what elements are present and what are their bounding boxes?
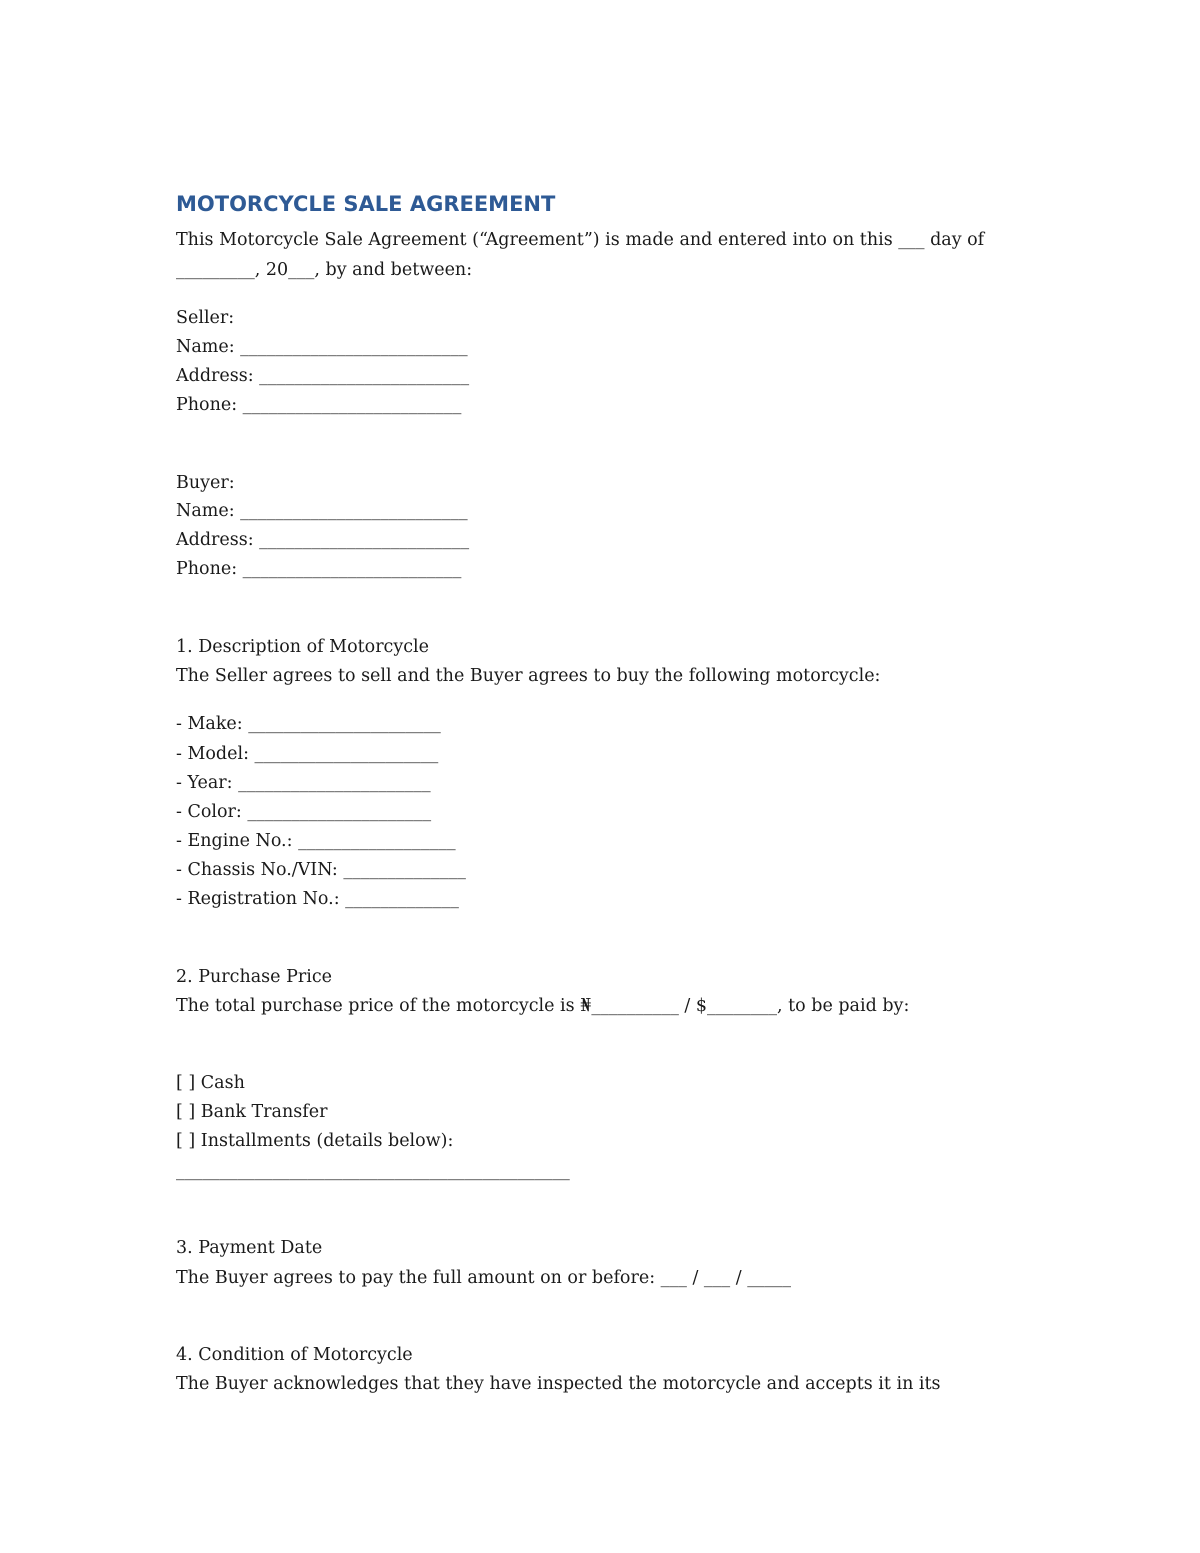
motorcycle-model-field: - Model: _____________________ [176, 744, 439, 764]
document-title: MOTORCYCLE SALE AGREEMENT [176, 192, 556, 216]
motorcycle-engine-field: - Engine No.: __________________ [176, 831, 456, 851]
payment-option-cash: [ ] Cash [176, 1073, 245, 1093]
buyer-heading: Buyer: [176, 473, 235, 493]
payment-option-installments: [ ] Installments (details below): [176, 1131, 454, 1151]
section4-text: The Buyer acknowledges that they have inspected the motorcycle and accepts it in its [176, 1374, 941, 1394]
buyer-address-field: Address: ________________________ [176, 530, 470, 550]
section1-text: The Seller agrees to sell and the Buyer agrees to buy the following motorcycle: [176, 666, 881, 686]
motorcycle-make-field: - Make: ______________________ [176, 714, 441, 734]
section2-text: The total purchase price of the motorcycle is ₦__________ / $________, to be paid by: [176, 996, 910, 1016]
intro-line-1: This Motorcycle Sale Agreement (“Agreement”) is made and entered into on this ___ day of [176, 230, 985, 250]
buyer-name-field: Name: __________________________ [176, 501, 468, 521]
section3-text: The Buyer agrees to pay the full amount on or before: ___ / ___ / _____ [176, 1268, 791, 1288]
section1-heading: 1. Description of Motorcycle [176, 637, 429, 657]
section2-heading: 2. Purchase Price [176, 967, 332, 987]
motorcycle-year-field: - Year: ______________________ [176, 773, 431, 793]
seller-heading: Seller: [176, 308, 235, 328]
seller-name-field: Name: __________________________ [176, 337, 468, 357]
motorcycle-registration-field: - Registration No.: _____________ [176, 889, 459, 909]
motorcycle-color-field: - Color: _____________________ [176, 802, 432, 822]
section4-heading: 4. Condition of Motorcycle [176, 1345, 413, 1365]
seller-address-field: Address: ________________________ [176, 366, 470, 386]
motorcycle-vin-field: - Chassis No./VIN: ______________ [176, 860, 466, 880]
intro-line-2: _________, 20___, by and between: [176, 260, 473, 280]
section3-heading: 3. Payment Date [176, 1238, 323, 1258]
installment-details-line: _____________________________________________ [176, 1161, 570, 1181]
seller-phone-field: Phone: _________________________ [176, 395, 462, 415]
payment-option-bank-transfer: [ ] Bank Transfer [176, 1102, 328, 1122]
buyer-phone-field: Phone: _________________________ [176, 559, 462, 579]
